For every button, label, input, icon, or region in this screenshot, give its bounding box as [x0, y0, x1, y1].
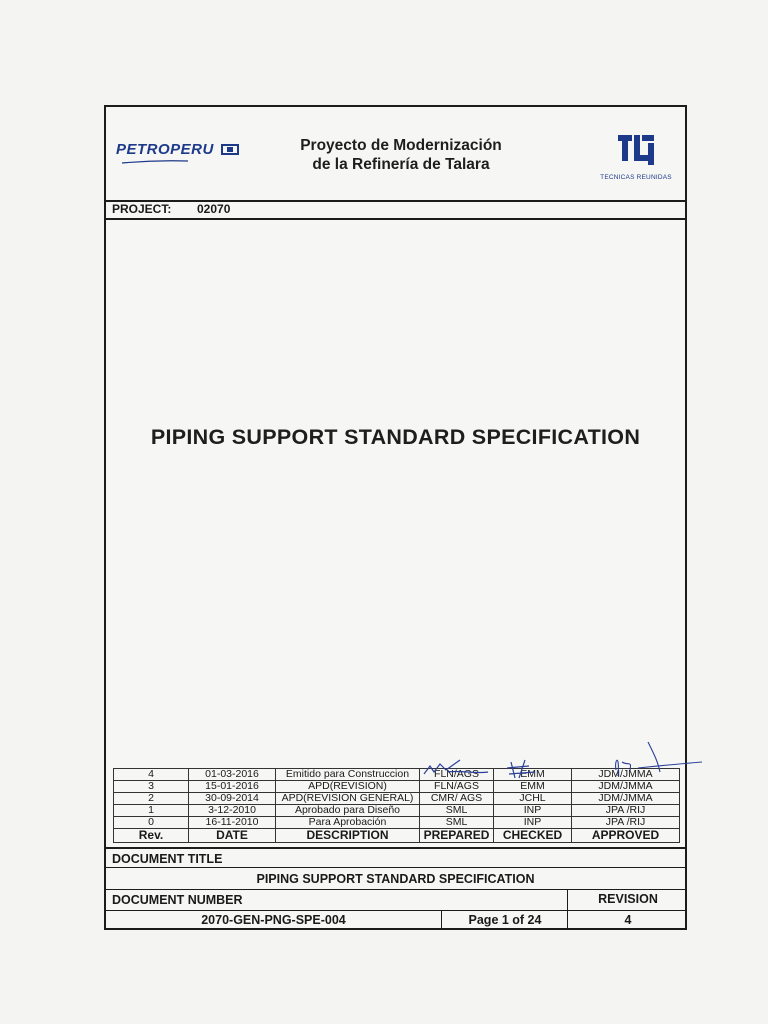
tr-logo-icon [615, 131, 657, 169]
revision-row [114, 781, 680, 793]
revision-value: 4 [567, 911, 688, 930]
revision-rev-cell: 2 [114, 793, 189, 805]
revision-checked-cell: JCHL [494, 793, 572, 805]
document-number-header-row [106, 890, 685, 911]
revision-table [113, 768, 680, 843]
document-number-value-row [106, 911, 685, 930]
revision-approved-cell: JDM/JMMA [572, 769, 680, 781]
revision-prepared-cell: FLN/AGS [420, 781, 494, 793]
revision-header-rev: Rev. [114, 829, 189, 843]
document-title-label: DOCUMENT TITLE [106, 847, 685, 868]
revision-date-cell: 30-09-2014 [189, 793, 276, 805]
revision-header-approved: APPROVED [572, 829, 680, 843]
revision-approved-cell: JDM/JMMA [572, 793, 680, 805]
revision-checked-cell: EMM [494, 769, 572, 781]
document-number-value: 2070-GEN-PNG-SPE-004 [201, 913, 346, 927]
page-info: Page 1 of 24 [441, 911, 568, 930]
document-number-label: DOCUMENT NUMBER [112, 893, 243, 907]
revision-header-date: DATE [189, 829, 276, 843]
revision-date-cell: 16-11-2010 [189, 817, 276, 829]
revision-date-cell: 3-12-2010 [189, 805, 276, 817]
revision-description-cell: APD(REVISION) [276, 781, 420, 793]
revision-checked-cell: EMM [494, 781, 572, 793]
revision-checked-cell: INP [494, 805, 572, 817]
revision-row [114, 793, 680, 805]
logo-underline-swoosh [120, 159, 190, 165]
project-label: PROJECT: [112, 202, 172, 216]
document-title-value: PIPING SUPPORT STANDARD SPECIFICATION [106, 868, 685, 890]
revision-approved-cell: JPA /RIJ [572, 805, 680, 817]
revision-row [114, 769, 680, 781]
revision-approved-cell: JPA /RIJ [572, 817, 680, 829]
project-row [106, 200, 685, 220]
revision-description-cell: Para Aprobación [276, 817, 420, 829]
peru-emblem-icon [221, 144, 239, 155]
revision-prepared-cell: SML [420, 805, 494, 817]
revision-description-cell: APD(REVISION GENERAL) [276, 793, 420, 805]
revision-description-cell: Emitido para Construccion [276, 769, 420, 781]
revision-approved-cell: JDM/JMMA [572, 781, 680, 793]
tr-logo-text: TECNICAS REUNIDAS [600, 174, 672, 181]
project-title-line2: de la Refinería de Talara [312, 156, 490, 173]
tecnicas-reunidas-logo [595, 131, 677, 181]
revision-description-cell: Aprobado para Diseño [276, 805, 420, 817]
revision-rev-cell: 4 [114, 769, 189, 781]
revision-row [114, 817, 680, 829]
revision-rev-cell: 0 [114, 817, 189, 829]
revision-row [114, 805, 680, 817]
document-main-title: PIPING SUPPORT STANDARD SPECIFICATION [150, 425, 641, 449]
document-sheet [104, 105, 687, 930]
revision-header-row [114, 829, 680, 843]
petroperu-logo [116, 141, 239, 159]
revision-prepared-cell: CMR/ AGS [420, 793, 494, 805]
header [106, 107, 685, 202]
revision-checked-cell: INP [494, 817, 572, 829]
revision-date-cell: 15-01-2016 [189, 781, 276, 793]
revision-prepared-cell: FLN/AGS [420, 769, 494, 781]
revision-rev-cell: 3 [114, 781, 189, 793]
revision-header-prepared: PREPARED [420, 829, 494, 843]
revision-date-cell: 01-03-2016 [189, 769, 276, 781]
project-title [256, 136, 546, 174]
revision-header-checked: CHECKED [494, 829, 572, 843]
project-number: 02070 [197, 202, 231, 216]
revision-header-description: DESCRIPTION [276, 829, 420, 843]
project-title-line1: Proyecto de Modernización [300, 137, 502, 154]
revision-label: REVISION [567, 890, 688, 910]
revision-rev-cell: 1 [114, 805, 189, 817]
revision-prepared-cell: SML [420, 817, 494, 829]
petroperu-logo-text: PETROPERU [116, 141, 214, 158]
